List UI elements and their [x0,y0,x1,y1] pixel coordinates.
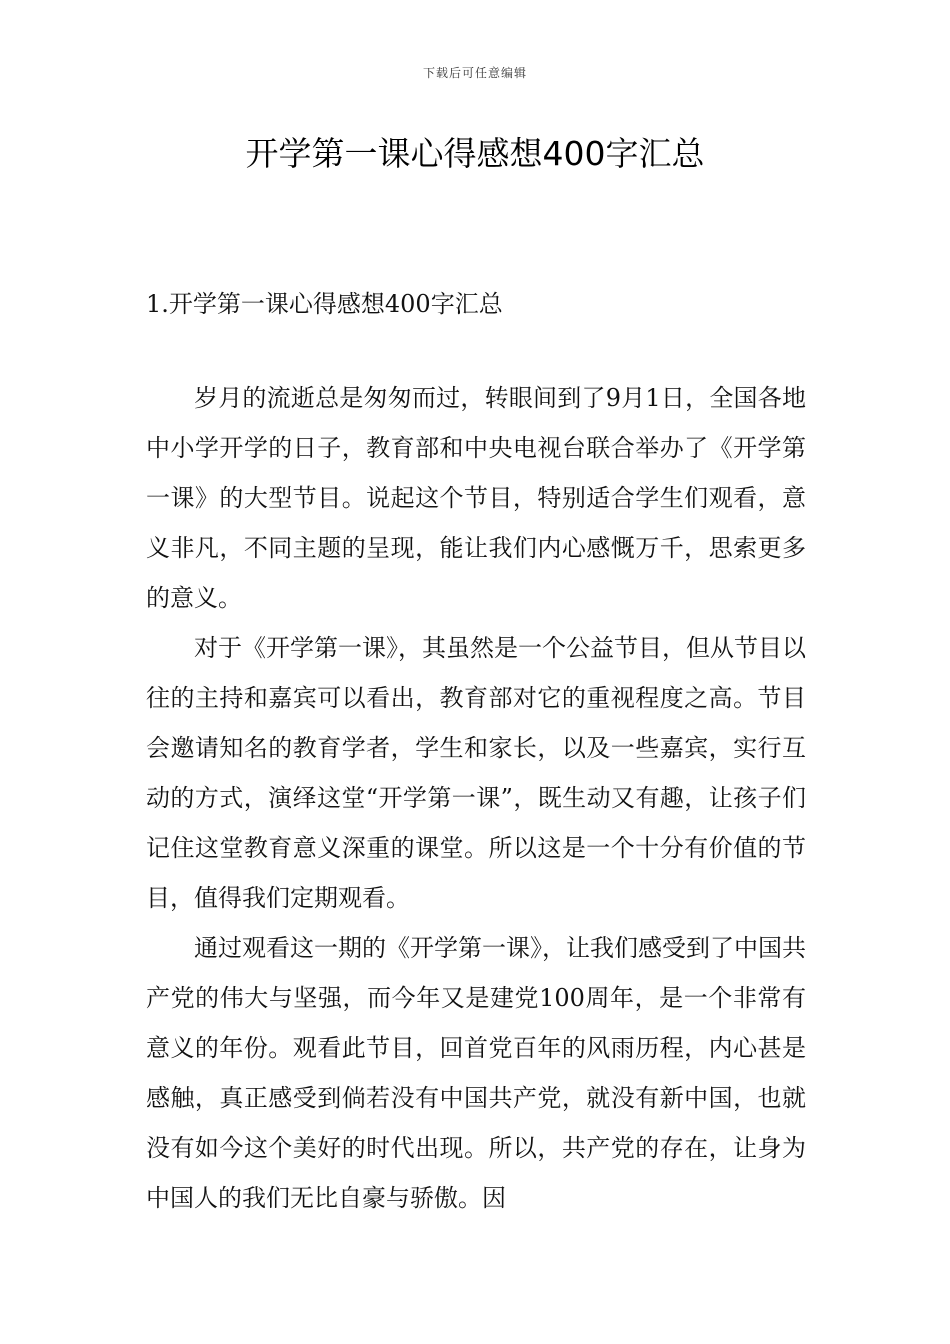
paragraph-2: 对于《开学第一课》，其虽然是一个公益节目，但从节目以往的主持和嘉宾可以看出，教育部对它的重视程度之高。节目会邀请知名的教育学者，学生和家长，以及一些嘉宾，实行互动的方式，演绎这堂“开学第一课”，既生动又有趣，让孩子们记住这堂教育意义深重的课堂。所以这是一个十分有价值的节目，值得我们定期观看。 [146,634,806,912]
section-heading: 1.开学第一课心得感想400字汇总 [146,290,503,318]
header-note: 下载后可任意编辑 [422,66,527,80]
body-text [146,373,806,1223]
paragraph-1: 岁月的流逝总是匆匆而过，转眼间到了9月1日，全国各地中小学开学的日子，教育部和中央电视台联合举办了《开学第一课》的大型节目。说起这个节目，特别适合学生们观看，意义非凡，不同主题的呈现，能让我们内心感慨万千，思索更多的意义。 [146,384,806,612]
document-title: 开学第一课心得感想400字汇总 [245,134,705,173]
paragraph-3: 通过观看这一期的《开学第一课》，让我们感受到了中国共产党的伟大与坚强，而今年又是建党100周年，是一个非常有意义的年份。观看此节目，回首党百年的风雨历程，内心甚是感触，真正感受到倘若没有中国共产党，就没有新中国，也就没有如今这个美好的时代出现。所以，共产党的存在，让身为中国人的我们无比自豪与骄傲。因 [146,934,806,1212]
